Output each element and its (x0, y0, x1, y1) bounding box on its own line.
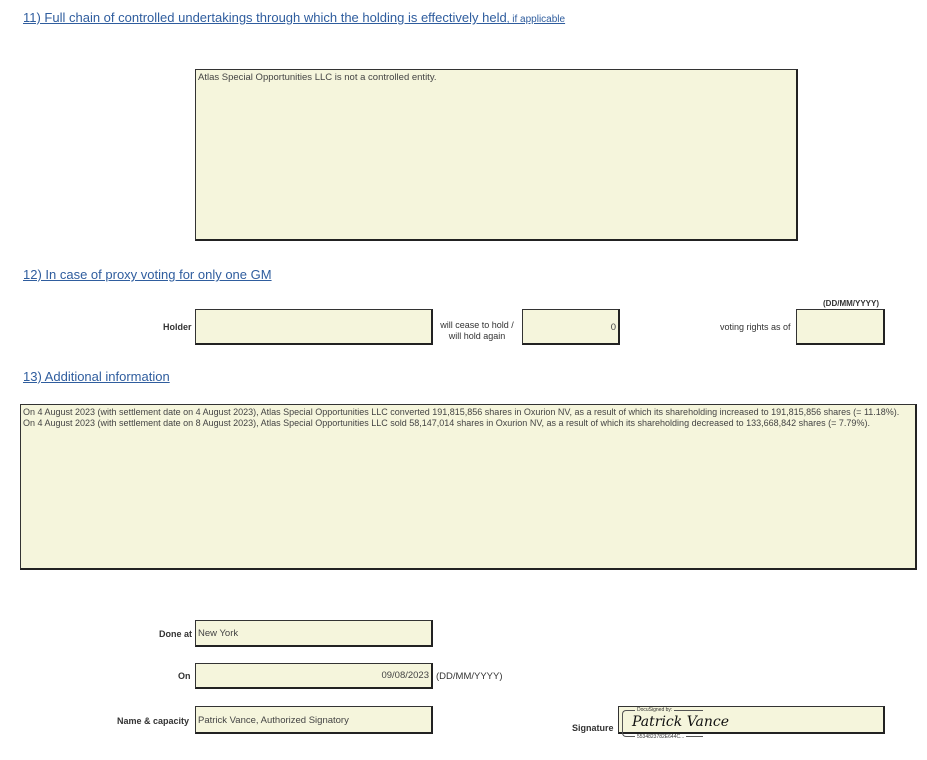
section-12-title: 12) In case of proxy voting for only one GM (23, 267, 272, 282)
voting-rights-label: voting rights as of (720, 322, 791, 332)
holder-field[interactable] (195, 309, 433, 345)
voting-date-format: (DD/MM/YYYY) (823, 299, 879, 308)
done-at-value: New York (198, 628, 239, 639)
voting-date-value (797, 310, 883, 314)
done-at-field[interactable] (195, 620, 433, 647)
section-13-title: 13) Additional information (23, 369, 170, 384)
holder-label: Holder (163, 322, 192, 332)
section-11-title-text: 11) Full chain of controlled undertakings through which the holding is effectively held (23, 10, 507, 25)
cease-hold-value: 0 (610, 322, 616, 333)
signature-label: Signature (572, 723, 614, 733)
controlled-chain-text: Atlas Special Opportunities LLC is not a controlled entity. (198, 72, 437, 83)
section-11-title (23, 10, 565, 25)
section-11-note: , if applicable (506, 14, 566, 25)
signature-image: Patrick Vance (632, 714, 730, 730)
done-at-label: Done at (159, 629, 193, 639)
holder-value (196, 310, 431, 314)
additional-info-text: On 4 August 2023 (with settlement date on 4 August 2023), Atlas Special Opportunities LLC converted 191,815,856 shares in Oxurion NV, as a result of which its shareholding increased to 191,815,856 shares (= 11.18%). On 4 August 2023 (with settlement date on 8 August 2023), Atlas Special Opportunities LLC sold 58,147,014 shares in Oxurion NV, as a result of which its shareholding decreased to 133,668,842 shares (= 7.79%). (23, 407, 900, 428)
signature-field[interactable] (618, 706, 885, 740)
name-capacity-value: Patrick Vance, Authorized Signatory (198, 715, 349, 726)
on-date-field[interactable] (195, 663, 433, 689)
name-capacity-label: Name & capacity (117, 716, 190, 726)
name-capacity-field[interactable] (195, 706, 433, 734)
docusigned-by-label: DocuSigned by: (637, 707, 673, 713)
cease-hold-field[interactable] (522, 309, 620, 345)
voting-date-field[interactable] (796, 309, 885, 345)
on-date-value: 09/08/2023 (381, 670, 429, 681)
on-date-format: (DD/MM/YYYY) (436, 671, 503, 682)
cease-hold-label (437, 320, 517, 342)
additional-info-textarea[interactable] (20, 404, 917, 570)
cease-hold-label-line2: will hold again (448, 331, 506, 341)
controlled-chain-textarea[interactable] (195, 69, 798, 241)
signature-id: 5534823782E644C... (637, 734, 685, 740)
cease-hold-label-line1: will cease to hold / (440, 320, 514, 330)
on-label: On (178, 671, 191, 681)
